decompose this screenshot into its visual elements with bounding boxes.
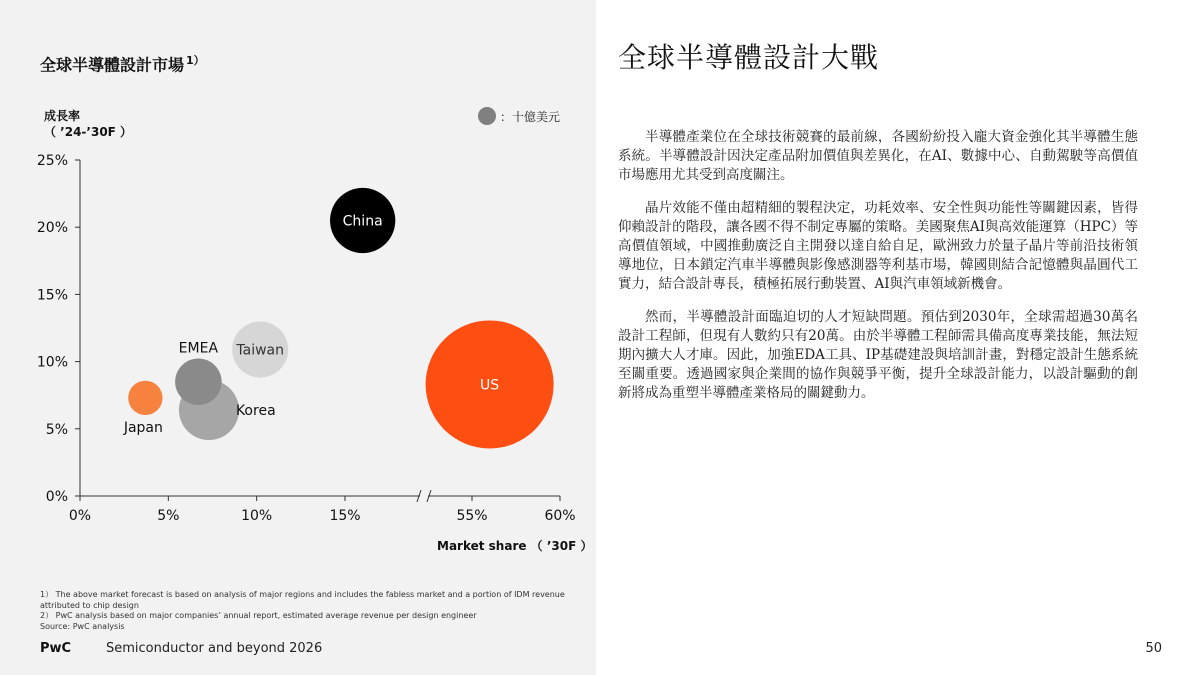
bubble-label-japan: Japan: [123, 420, 163, 437]
source-note: Source: PwC analysis: [40, 621, 125, 631]
x-tick-label: 15%: [329, 508, 361, 524]
footnote-1: 1） The above market forecast is based on analysis of major regions and includes the fabless market and a portion of IDM revenue attributed to chip design: [40, 590, 565, 610]
chart-title-note: 1）: [186, 54, 205, 67]
bubble-label-taiwan: Taiwan: [236, 342, 285, 359]
y-tick-label: 20%: [36, 220, 68, 237]
y-axis-label-line1: 成長率: [44, 109, 81, 123]
x-axis-label: Market share （ ’30F ）: [437, 539, 593, 553]
x-tick-label: 5%: [157, 508, 180, 524]
footnote-2: 2） PwC analysis based on major companies’ annual report, estimated average revenue per design engineer: [40, 611, 477, 620]
bubble-emea: [175, 359, 222, 406]
y-axis-label: [44, 108, 132, 140]
y-tick-label: 15%: [36, 287, 68, 304]
chart-title: 全球半導體設計市場 $^{1)}$: [40, 54, 205, 75]
y-tick-label: 0%: [45, 489, 68, 505]
x-tick-label: 10%: [241, 508, 273, 524]
legend-label: ：十億美元: [500, 109, 561, 124]
article-paragraph: 半導體產業位在全球技術競賽的最前線，各國紛紛投入龐大資金強化其半導體生態系統。半導體設計因決定產品附加價值與差異化，在AI、數據中心、自動駕駛等高價值市場應用尤其受到高度關注。: [618, 129, 1138, 183]
bubble-label-china: China: [342, 213, 383, 230]
x-tick-label: 55%: [456, 508, 488, 524]
brand-logo: PwC: [40, 641, 72, 656]
article-paragraph: 晶片效能不僅由超精細的製程決定，功耗效率、安全性與功能性等關鍵因素，皆得仰賴設計的階段，讓各國不得不制定專屬的策略。美國聚焦AI與高效能運算（HPC）等高價值領域，中國推動廣泛自主開發以達自給自足，歐洲致力於量子晶片等前沿技術領導地位，日本鎖定汽車半導體與影像感測器等利基市場，韓國則結合記憶體與晶圓代工實力，結合設計專長，積極拓展行動裝置、AI與汽車領域新機會。: [618, 200, 1138, 292]
page-number: 50: [1145, 641, 1162, 656]
legend-bubble-icon: [478, 107, 496, 125]
article-title: 全球半導體設計大戰: [618, 41, 880, 74]
footer-title: Semiconductor and beyond 2026: [106, 641, 323, 656]
article-paragraph: 然而，半導體設計面臨迫切的人才短缺問題。預估到2030年，全球需超過30萬名設計工程師，但現有人數約只有20萬。由於半導體工程師需具備高度專業技能，無法短期內擴大人才庫。因此，加強EDA工具、IP基礎建設與培訓計畫，對穩定設計生態系統至關重要。透過國家與企業間的協作與競爭平衡，提升全球設計能力，以設計驅動的創新將成為重塑半導體產業格局的關鍵動力。: [618, 309, 1138, 401]
x-tick-label: 60%: [544, 508, 576, 524]
y-tick-label: 25%: [36, 153, 68, 169]
bubble-chart: [0, 140, 596, 535]
y-tick-label: 10%: [36, 354, 68, 371]
y-tick-label: 5%: [45, 421, 68, 438]
bubble-label-emea: EMEA: [178, 340, 219, 357]
x-tick-label: 0%: [68, 508, 92, 524]
bubble-japan: [128, 381, 162, 415]
footnotes: [40, 590, 570, 632]
chart-legend: [478, 107, 560, 125]
y-axis-label-line2: （ ’24-’30F ）: [44, 125, 133, 139]
bubble-label-korea: Korea: [235, 402, 276, 419]
article-body: [618, 128, 1138, 417]
chart-panel: [0, 0, 596, 675]
bubble-label-us: US: [480, 377, 500, 394]
